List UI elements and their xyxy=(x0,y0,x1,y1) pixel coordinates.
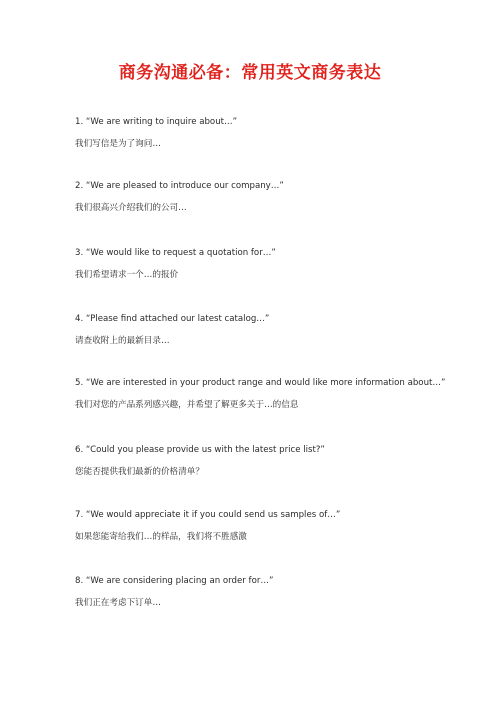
chinese-translation: 我们很高兴介绍我们的公司… xyxy=(75,203,187,213)
english-phrase: 4. “Please find attached our latest catalog…” xyxy=(75,314,270,324)
phrase-entry-8 xyxy=(75,575,475,609)
english-phrase: 2. “We are pleased to introduce our company…” xyxy=(75,181,284,191)
english-phrase: 7. “We would appreciate it if you could send us samples of…” xyxy=(75,510,341,520)
english-phrase: 5. “We are interested in your product range and would like more information about…” xyxy=(75,378,446,388)
english-phrase: 6. “Could you please provide us with the latest price list?” xyxy=(75,445,325,455)
chinese-translation: 如果您能寄给我们…的样品，我们将不胜感激 xyxy=(75,532,247,542)
english-phrase: 3. “We would like to request a quotation for…” xyxy=(75,248,276,258)
phrase-entry-5 xyxy=(75,377,475,411)
english-phrase: 1. “We are writing to inquire about…” xyxy=(75,117,238,127)
phrase-entry-6 xyxy=(75,444,475,478)
chinese-translation: 我们对您的产品系列感兴趣，并希望了解更多关于…的信息 xyxy=(75,400,299,410)
chinese-translation: 我们正在考虑下订单… xyxy=(75,598,161,608)
english-phrase: 8. “We are considering placing an order for…” xyxy=(75,576,274,586)
phrase-entry-7 xyxy=(75,509,475,543)
phrase-entry-4 xyxy=(75,313,475,347)
phrase-entry-2 xyxy=(75,180,475,214)
chinese-translation: 我们写信是为了询问… xyxy=(75,139,161,149)
phrase-entry-1 xyxy=(75,116,475,150)
chinese-translation: 请查收附上的最新目录… xyxy=(75,336,170,346)
chinese-translation: 我们希望请求一个…的报价 xyxy=(75,270,179,280)
chinese-translation: 您能否提供我们最新的价格清单？ xyxy=(75,467,204,477)
document-title: 商务沟通必备：常用英文商务表达 xyxy=(118,63,382,83)
phrase-entry-3 xyxy=(75,247,475,281)
